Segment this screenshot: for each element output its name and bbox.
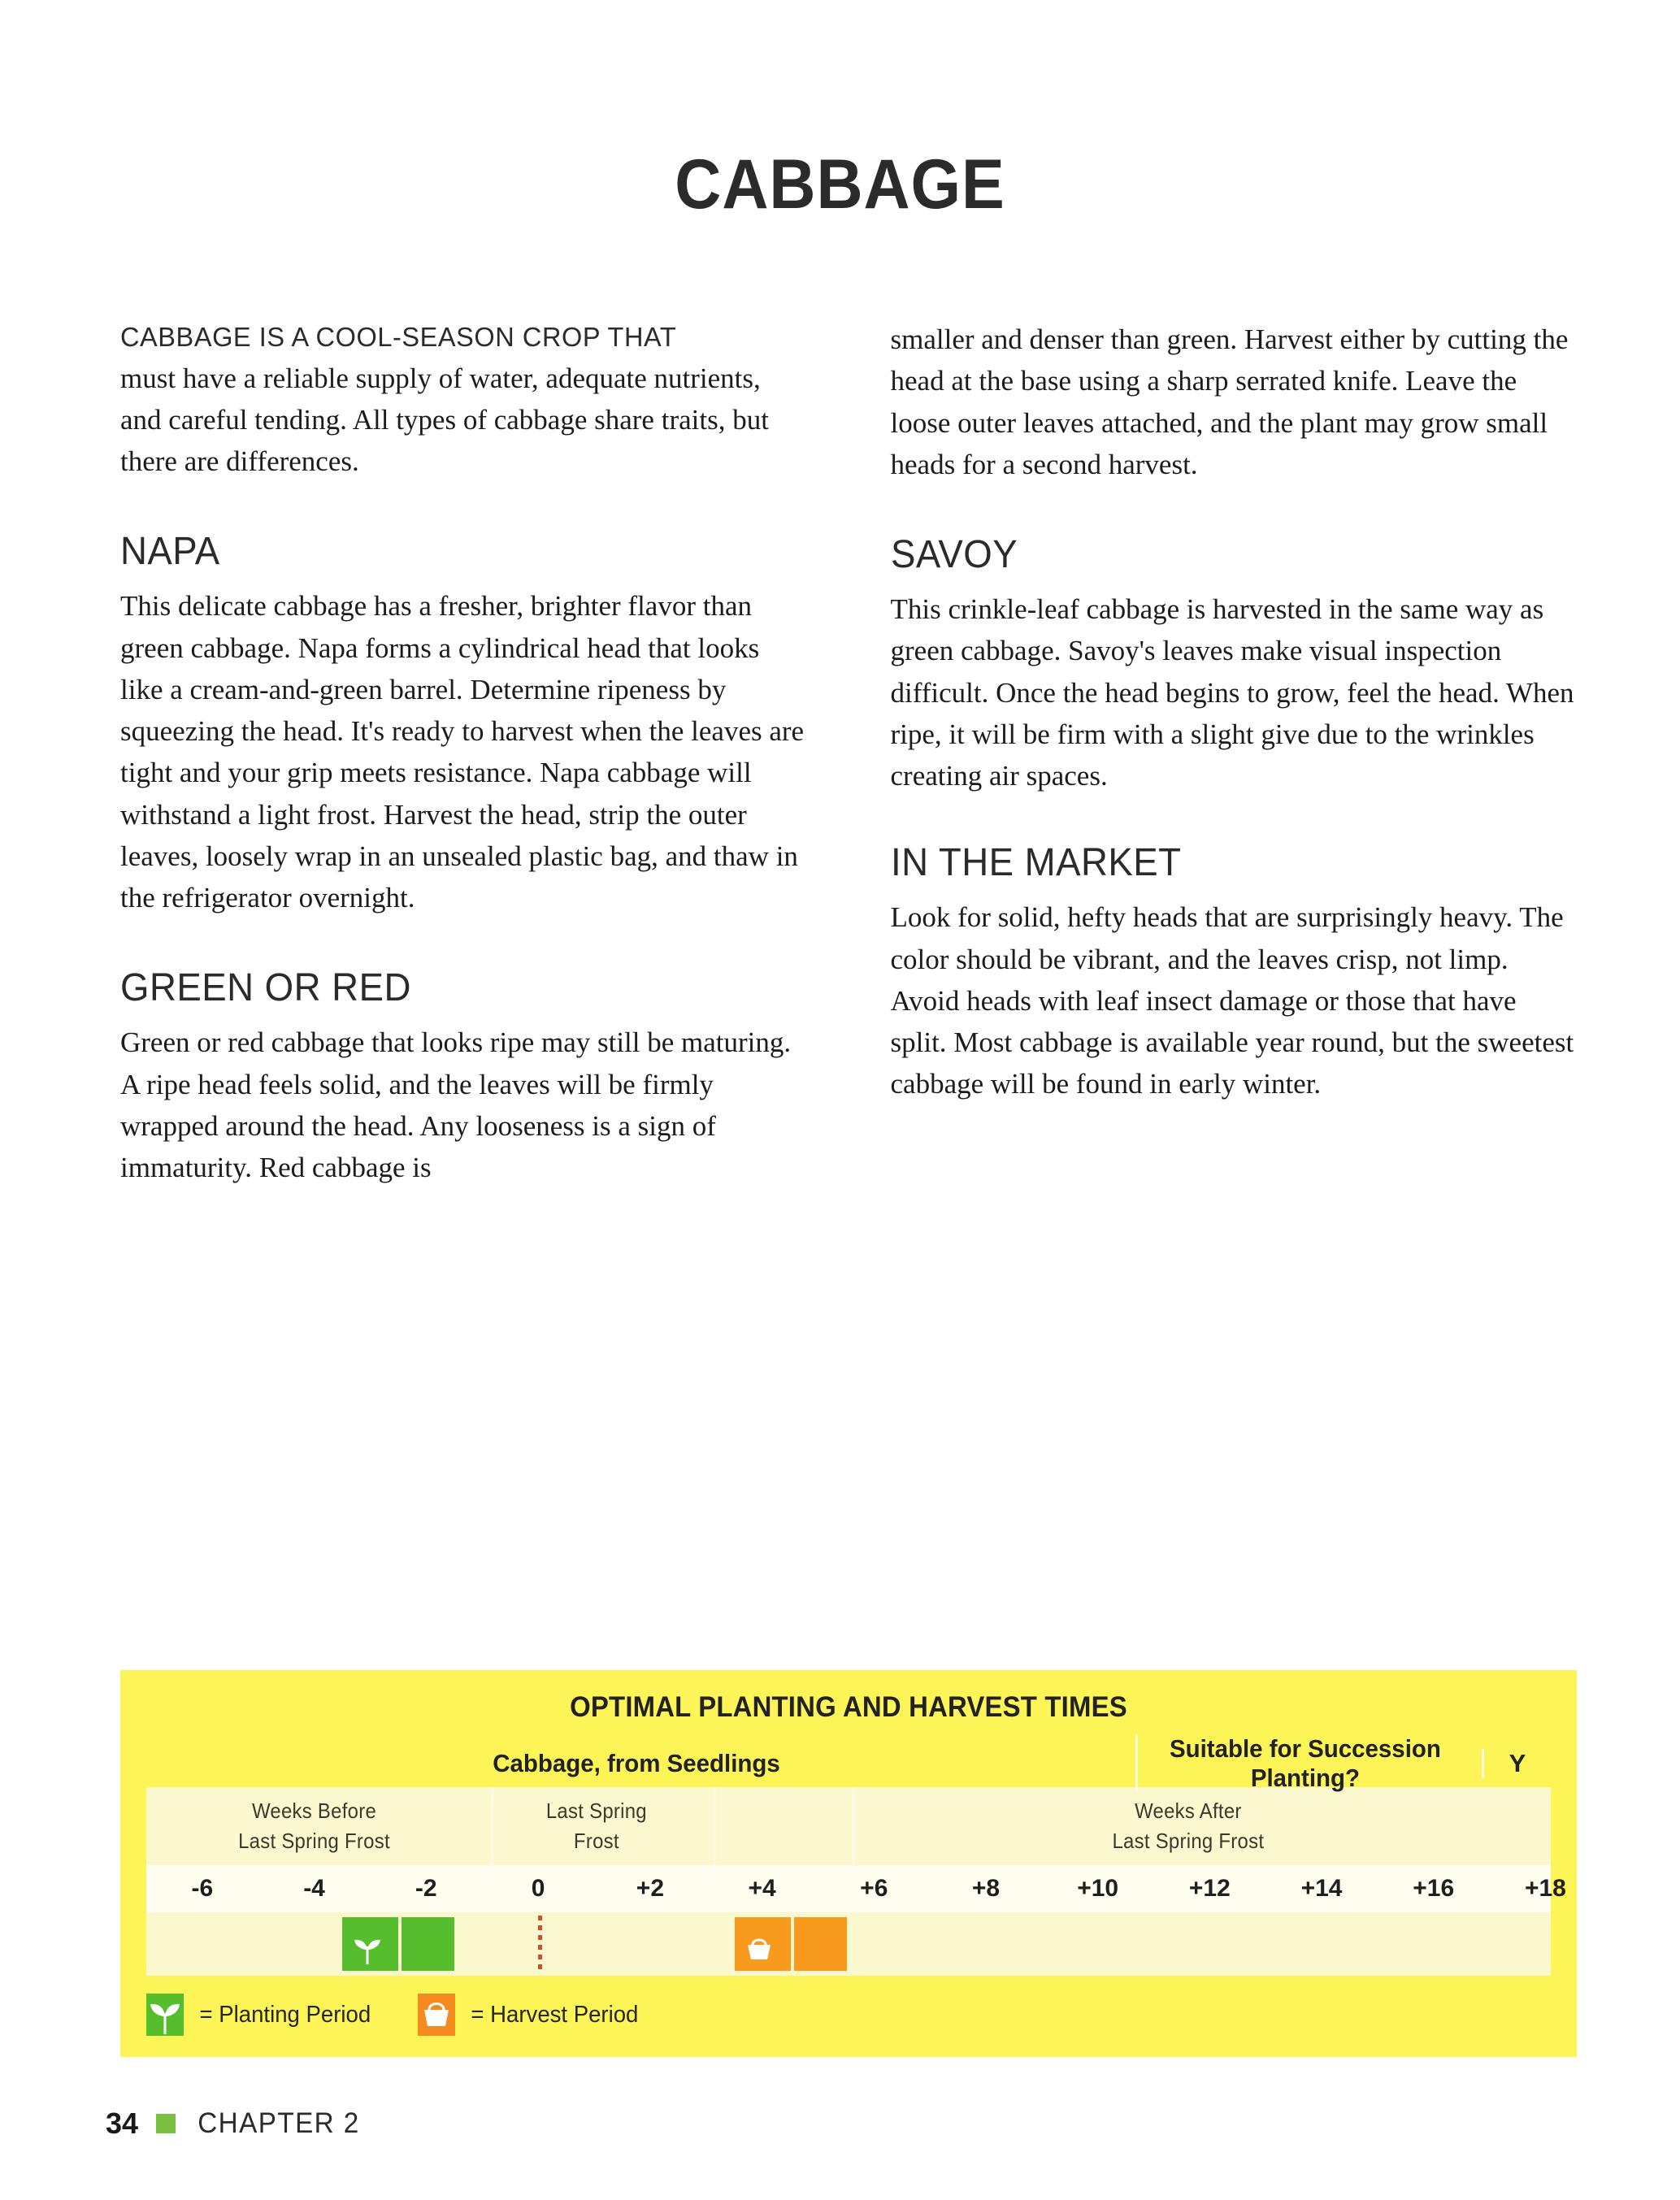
group-last-spring-frost <box>491 1787 700 1865</box>
section-in-the-market <box>891 840 1576 1104</box>
legend-swatch-harvest <box>418 1994 455 2036</box>
scale-tick: -6 <box>191 1875 214 1902</box>
legend-swatch-planting <box>146 1994 184 2036</box>
group-last-spring-frost-line2: Frost <box>573 1829 619 1853</box>
group-spacer <box>714 1787 819 1865</box>
section-heading-napa: NAPA <box>120 530 220 574</box>
section-heading-savoy: SAVOY <box>890 533 1018 577</box>
group-weeks-before-line1: Weeks Before <box>251 1799 377 1824</box>
section-body-napa: This delicate cabbage has a fresher, brighter flavor than green cabbage. Napa forms a cylindrical head that looks like a cream-and-green barrel. Determine ripeness by squeezing the head. It's ready to harvest when the leaves are tight and your grip meets resistance. Napa cabbage will withstand a light frost. Harvest the head, strip the outer leaves, loosely wrap in an unsealed plastic bag, and thaw in the refrigerator overnight. <box>120 590 805 914</box>
basket-icon <box>743 1933 775 1964</box>
continuation-paragraph: smaller and denser than green. Harvest either by cutting the head at the base using a sharp serrated knife. Leave the loose outer leaves attached, and the plant may grow small heads for a second harvest. <box>890 323 1569 480</box>
section-napa <box>120 529 805 918</box>
footer-page-number: 34 <box>106 2107 139 2140</box>
section-savoy <box>891 532 1576 796</box>
group-weeks-after <box>853 1787 1522 1865</box>
crop-label: Cabbage, from Seedlings <box>493 1749 780 1777</box>
planting-bar-divider <box>398 1917 402 1971</box>
seedling-icon <box>146 1994 184 2036</box>
footer-square-icon <box>156 2114 176 2133</box>
planting-harvest-chart-panel <box>120 1670 1577 2057</box>
section-heading-green-or-red: GREEN OR RED <box>120 966 411 1010</box>
chart-title: OPTIMAL PLANTING AND HARVEST TIMES <box>570 1691 1127 1723</box>
chart-scale-row <box>146 1865 1566 1912</box>
chart-grid <box>146 1734 1566 1976</box>
legend-label-planting: = Planting Period <box>199 2001 371 2028</box>
chart-group-label-row <box>146 1787 1551 1865</box>
footer-chapter-label: CHAPTER 2 <box>198 2107 360 2139</box>
group-last-spring-frost-line1: Last Spring <box>545 1799 647 1824</box>
scale-tick: -4 <box>303 1875 325 1902</box>
right-column <box>891 317 1576 1189</box>
scale-tick: +18 <box>1524 1875 1566 1902</box>
group-weeks-before <box>160 1787 469 1865</box>
article-columns <box>120 317 1575 1189</box>
page-footer <box>106 2107 364 2141</box>
basket-icon <box>418 1994 455 2036</box>
last-spring-frost-line <box>538 1916 542 1972</box>
scale-tick: +10 <box>1077 1875 1119 1902</box>
group-weeks-after-line2: Last Spring Frost <box>1112 1829 1265 1853</box>
page-title: CABBAGE <box>675 145 1005 223</box>
group-weeks-before-line2: Last Spring Frost <box>238 1829 390 1853</box>
chart-header-row <box>146 1734 1551 1792</box>
section-body-in-the-market: Look for solid, hefty heads that are surprisingly heavy. The color should be vibrant, and the leaves crisp, not limp. Avoid heads with leaf insect damage or those that have split. Most cabbage is available year round, but the sweetest cabbage will be found in early winter. <box>890 901 1574 1100</box>
scale-tick: +4 <box>748 1875 776 1902</box>
scale-tick: +14 <box>1300 1875 1343 1902</box>
scale-tick: 0 <box>531 1875 545 1902</box>
legend-label-harvest: = Harvest Period <box>471 2001 639 2028</box>
scale-tick: +16 <box>1413 1875 1455 1902</box>
scale-tick: +2 <box>636 1875 665 1902</box>
succession-answer: Y <box>1482 1749 1551 1778</box>
intro-paragraph <box>120 319 805 482</box>
section-body-green-or-red: Green or red cabbage that looks ripe may still be maturing. A ripe head feels solid, and the leaves will be firmly wrapped around the head. Any looseness is a sign of immaturity. Red cabbage is <box>120 1026 792 1184</box>
section-heading-in-the-market: IN THE MARKET <box>890 841 1182 885</box>
scale-tick: +12 <box>1188 1875 1231 1902</box>
scale-tick: -2 <box>415 1875 437 1902</box>
section-body-savoy: This crinkle-leaf cabbage is harvested in the same way as green cabbage. Savoy's leaves make visual inspection difficult. Once the head begins to grow, feel the head. When ripe, it will be firm with a slight give due to the wrinkles creating air spaces. <box>890 593 1574 792</box>
intro-lead: CABBAGE IS A COOL-SEASON CROP THAT <box>120 323 677 353</box>
scale-tick: +8 <box>971 1875 1001 1902</box>
group-weeks-after-line1: Weeks After <box>1135 1799 1242 1824</box>
succession-question: Suitable for Succession Planting? <box>1135 1734 1473 1793</box>
left-column <box>120 317 805 1189</box>
chart-bars-row <box>146 1912 1551 1976</box>
scale-tick: +6 <box>860 1875 888 1902</box>
chart-legend <box>120 1976 1577 2057</box>
section-green-or-red <box>120 965 805 1188</box>
harvest-bar-divider <box>791 1917 794 1971</box>
intro-body: must have a reliable supply of water, adequate nutrients, and careful tending. All types of cabbage share traits, but there are differences. <box>120 362 769 478</box>
seedling-icon <box>351 1933 384 1964</box>
